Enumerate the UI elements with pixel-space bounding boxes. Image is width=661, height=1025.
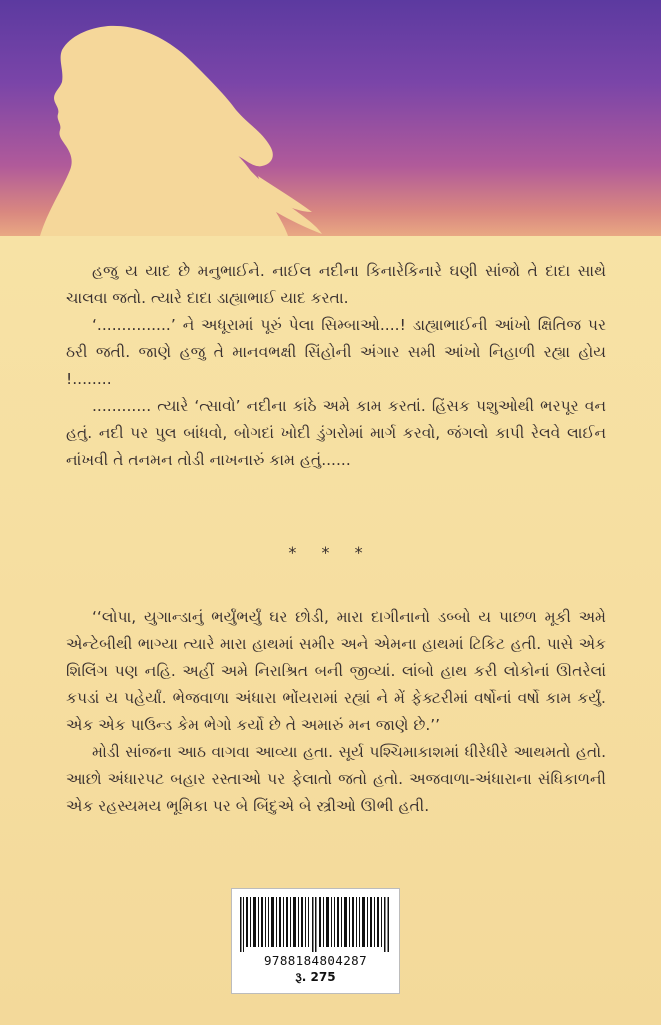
isbn-number: 9788184804287 <box>263 953 368 968</box>
barcode-icon <box>240 897 390 952</box>
excerpt-1-paragraph-1: હજુ ય યાદ છે મનુભાઈને. નાઈલ નદીના કિનારેકિનારે ઘણી સાંજો તે દાદા સાથે ચાલવા જતો. ત્યારે દાદા ડાહ્યાભાઈ યાદ કરતા. <box>66 262 606 307</box>
excerpt-2-paragraph-2: મોડી સાંજના આઠ વાગવા આવ્યા હતા. સૂર્ય પશ્ચિમાકાશમાં ધીરેધીરે આથમતો હતો. આછો અંધારપટ બહાર રસ્તાઓ પર ફેલાતો જતો હતો. અજવાળા-અંધારાના સંધિકાળની એક રહસ્યમય ભૂમિકા પર બે બિંદુએ બે સ્ત્રીઓ ઊભી હતી. <box>66 743 606 815</box>
excerpt-1-paragraph-2: ‘...............’ ને અધૂરામાં પૂરું પેલા સિમ્બાઓ....! ડાહ્યાભાઈની આંખો ક્ષિતિજ પર ઠરી જતી. જાણે હજુ તે માનવભક્ષી સિંહોની અંગાર સમી આંખો નિહાળી રહ્યા હોય !........ <box>66 316 606 388</box>
header-illustration-band <box>0 0 661 236</box>
woman-silhouette-icon <box>0 0 661 236</box>
excerpt-1 <box>66 258 606 474</box>
barcode-label <box>231 888 400 994</box>
excerpt-2 <box>66 604 606 820</box>
excerpt-1-paragraph-3: ............ ત્યારે ‘ત્સાવો’ નદીના કાંઠે અમે કામ કરતાં. હિંસક પશુઓથી ભરપૂર વન હતું. નદી પર પુલ બાંધવો, બોગદાં ખોદી ડુંગરોમાં માર્ગ કરવો, જંગલો કાપી રેલવે લાઈન નાંખવી તે તનમન તોડી નાખનારું કામ હતું...... <box>66 397 606 469</box>
price-label: રૂ. 275 <box>295 970 336 984</box>
excerpt-2-paragraph-1: ‘‘લોપા, યુગાન્ડાનું ભર્યુંભર્યું ઘર છોડી, મારા દાગીનાનો ડબ્બો ય પાછળ મૂકી અમે એન્ટેબીથી ભાગ્યા ત્યારે મારા હાથમાં સમીર અને એમના હાથમાં ટિકિટ હતી. પાસે એક શિલિંગ પણ નહિ. અહીં અમે નિરાશ્રિત બની જીવ્યાં. લાંબો હાથ કરી લોકોનાં ઊતરેલાં કપડાં ય પહેર્યાં. ભેજવાળા અંધારા ભોંયરામાં રહ્યાં ને મેં ફેક્ટરીમાં વર્ષોનાં વર્ષો કામ કર્યું. એક એક પાઉન્ડ કેમ ભેગો કર્યો છે તે અમારું મન જાણે છે.’’ <box>66 608 606 734</box>
section-separator: * * * <box>288 543 373 562</box>
